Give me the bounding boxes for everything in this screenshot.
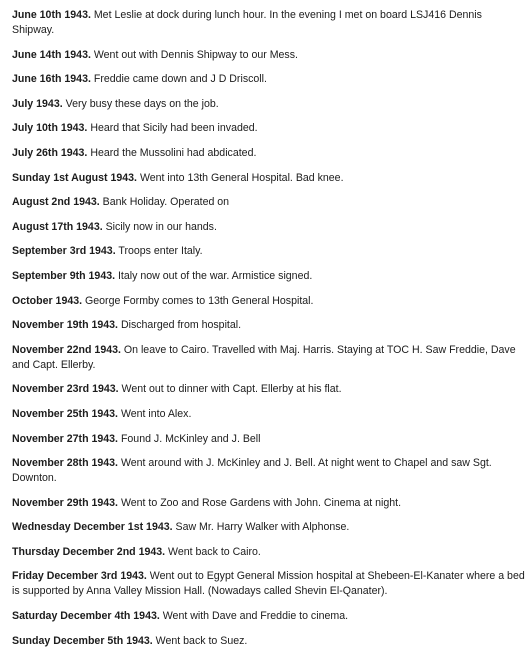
entry-text: Went to Zoo and Rose Gardens with John. Cinema at night. xyxy=(118,496,402,509)
diary-entry xyxy=(12,634,526,649)
diary-entry xyxy=(12,121,526,136)
entry-date: June 16th 1943. xyxy=(12,73,91,86)
entry-text: Discharged from hospital. xyxy=(118,319,242,332)
entry-text: Went with Dave and Freddie to cinema. xyxy=(159,610,349,623)
entry-text: George Formby comes to 13th General Hospital. xyxy=(82,294,314,307)
entry-text: Troops enter Italy. xyxy=(115,245,203,258)
entry-date: November 23rd 1943. xyxy=(12,383,119,396)
entry-text: Went out with Dennis Shipway to our Mess. xyxy=(90,48,298,61)
entry-date: September 3rd 1943. xyxy=(12,245,116,258)
entry-date: July 10th 1943. xyxy=(12,122,88,135)
diary-entry xyxy=(12,269,526,284)
entry-text: Went back to Suez. xyxy=(152,634,248,647)
diary-entry xyxy=(12,456,526,486)
diary-entry xyxy=(12,294,526,309)
entry-date: June 14th 1943. xyxy=(12,48,91,61)
entry-date: Thursday December 2nd 1943. xyxy=(12,545,166,558)
diary-entry xyxy=(12,220,526,235)
diary-entry xyxy=(12,72,526,87)
entry-date: Saturday December 4th 1943. xyxy=(12,610,160,623)
diary-entry xyxy=(12,195,526,210)
entry-date: Sunday 1st August 1943. xyxy=(12,171,138,184)
diary-entry xyxy=(12,432,526,447)
diary-entry xyxy=(12,318,526,333)
diary-entry xyxy=(12,609,526,624)
entry-date: November 22nd 1943. xyxy=(12,343,121,356)
entry-date: August 17th 1943. xyxy=(12,220,103,233)
entry-date: November 19th 1943. xyxy=(12,319,118,332)
entry-date: Wednesday December 1st 1943. xyxy=(12,521,173,534)
diary-entry xyxy=(12,569,526,599)
diary-entry xyxy=(12,244,526,259)
entry-text: Freddie came down and J D Driscoll. xyxy=(90,73,267,86)
entry-text: Went around with J. McKinley and J. Bell. At night went to Chapel and saw Sgt. Downton. xyxy=(12,457,492,485)
entry-text: Went into Alex. xyxy=(118,407,192,420)
entry-text: Went out to Egypt General Mission hospital at Shebeen-El-Kanater where a bed is supported by Anna Valley Mission Hall. (Nowadays called Shevin El-Qanater). xyxy=(12,570,525,598)
diary-entry xyxy=(12,520,526,535)
entry-date: September 9th 1943. xyxy=(12,269,116,282)
entry-date: June 10th 1943. xyxy=(12,9,91,21)
entry-text: Met Leslie at dock during lunch hour. In the evening I met on board LSJ416 Dennis Shipway. xyxy=(12,9,482,36)
diary-entry xyxy=(12,48,526,63)
entry-date: Friday December 3rd 1943. xyxy=(12,570,147,583)
diary-entry xyxy=(12,343,526,373)
entry-text: Italy now out of the war. Armistice signed. xyxy=(115,269,313,282)
entry-text: Went out to dinner with Capt. Ellerby at his flat. xyxy=(118,383,342,396)
entry-date: November 28th 1943. xyxy=(12,457,118,470)
diary-entry xyxy=(12,382,526,397)
entry-text: Very busy these days on the job. xyxy=(62,97,219,110)
entry-text: Went back to Cairo. xyxy=(165,545,261,558)
entry-date: November 25th 1943. xyxy=(12,407,118,420)
diary-page xyxy=(12,8,526,658)
entry-text: On leave to Cairo. Travelled with Maj. Harris. Staying at TOC H. Saw Freddie, Dave and Capt. Ellerby. xyxy=(12,343,516,371)
diary-entry xyxy=(12,496,526,511)
entry-text: Saw Mr. Harry Walker with Alphonse. xyxy=(172,521,350,534)
entry-date: October 1943. xyxy=(12,294,83,307)
diary-entry xyxy=(12,545,526,560)
entry-date: August 2nd 1943. xyxy=(12,196,100,209)
entry-date: July 26th 1943. xyxy=(12,146,88,159)
entry-text: Heard the Mussolini had abdicated. xyxy=(87,146,257,159)
entry-date: Sunday December 5th 1943. xyxy=(12,634,153,647)
diary-entry xyxy=(12,171,526,186)
diary-entry xyxy=(12,8,526,38)
entry-date: November 29th 1943. xyxy=(12,496,118,509)
entry-text: Sicily now in our hands. xyxy=(102,220,217,233)
diary-entry xyxy=(12,407,526,422)
diary-entry xyxy=(12,146,526,161)
entry-text: Bank Holiday. Operated on xyxy=(99,196,230,209)
entry-text: Went into 13th General Hospital. Bad knee. xyxy=(137,171,344,184)
entry-date: November 27th 1943. xyxy=(12,432,118,445)
entry-text: Heard that Sicily had been invaded. xyxy=(87,122,258,135)
entry-text: Found J. McKinley and J. Bell xyxy=(118,432,261,445)
entry-date: July 1943. xyxy=(12,97,63,110)
diary-entry xyxy=(12,97,526,112)
